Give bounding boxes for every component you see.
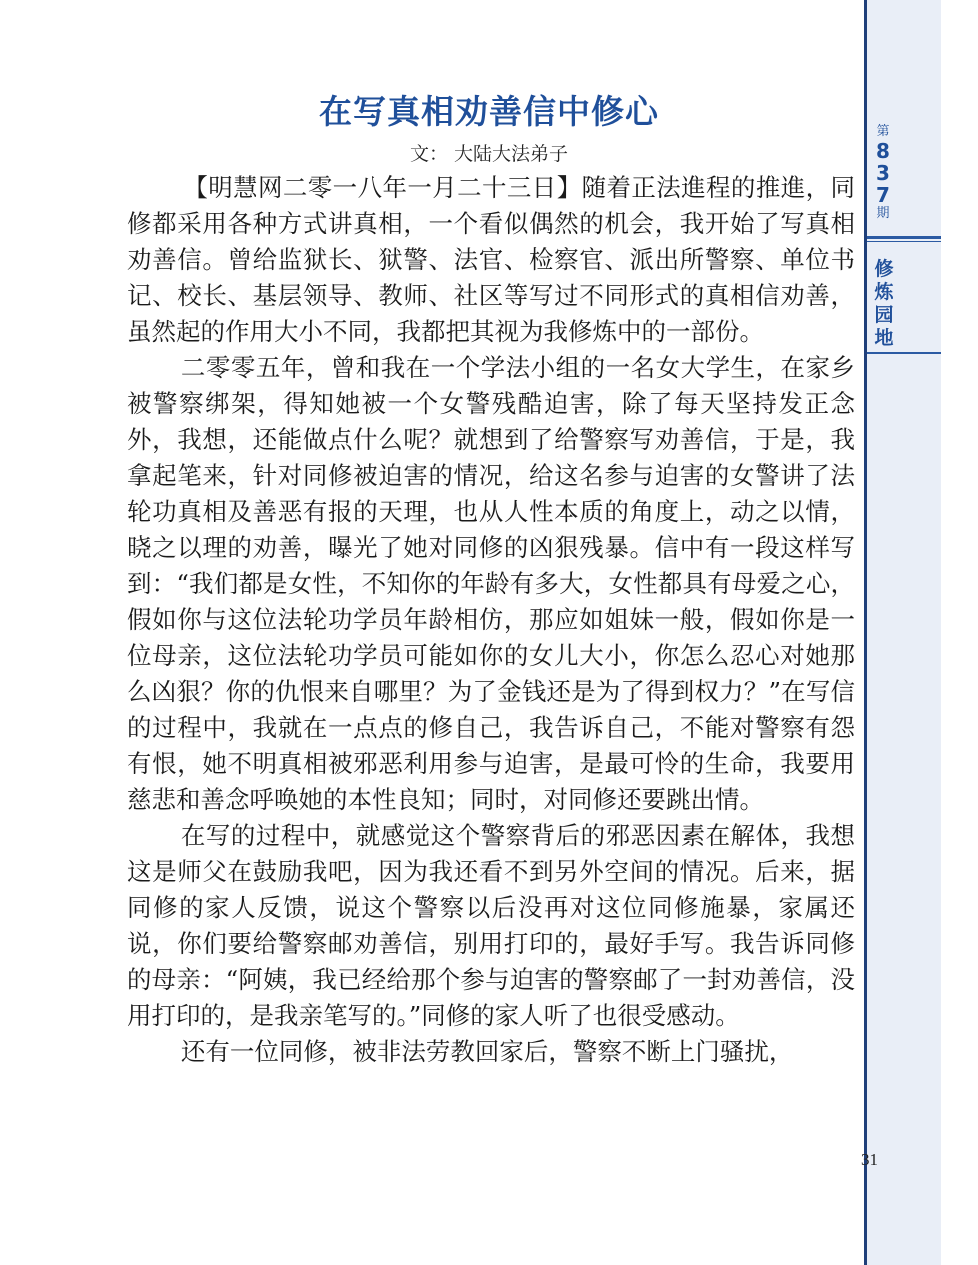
section-label [873,258,895,350]
section-char: 园 [874,304,894,326]
sidebar-divider [867,236,941,239]
issue-digit: 8 [876,139,890,163]
page-number: 31 [861,1150,878,1169]
sidebar-divider-bottom [867,352,941,354]
article-body [127,170,855,1070]
paragraph: 还有一位同修，被非法劳教回家后，警察不断上门骚扰， [180,1037,794,1066]
sidebar-rule [864,0,867,1265]
paragraph: 二零零五年，曾和我在一个学法小组的一名女大学生，在家乡被警察绑架，得知她被一个女警残酷迫害，除了每天坚持发正念外，我想，还能做点什么呢？就想到了给警察写劝善信，于是，我拿起笔来，针对同修被迫害的情况，给这名参与迫害的女警讲了法轮功真相及善恶有报的天理，也从人性本质的角度上，动之以情，晓之以理的劝善，曝光了她对同修的凶狠残暴。信中有一段这样写到：“我们都是女性，不知你的年龄有多大，女性都具有母爱之心，假如你与这位法轮功学员年龄相仿，那应如姐妹一般，假如你是一位母亲，这位法轮功学员可能如你的女儿大小，你怎么忍心对她那么凶狠？你的仇恨来自哪里？为了金钱还是为了得到权力？”在写信的过程中，我就在一点点的修自己，我告诉自己，不能对警察有怨有恨，她不明真相被邪恶利用参与迫害，是最可怜的生命，我要用慈悲和善念呼唤她的本性良知；同时，对同修还要跳出情。 [127,353,855,814]
section-char: 炼 [874,281,894,303]
section-char: 地 [874,327,894,349]
issue-suffix: 期 [876,206,890,221]
article-title: 在写真相劝善信中修心 [319,92,659,131]
section-char: 修 [874,258,894,280]
paragraph: 【明慧网二零一八年一月二十三日】随着正法進程的推進，同修都采用各种方式讲真相，一个看似偶然的机会，我开始了写真相劝善信。曾给监狱长、狱警、法官、检察官、派出所警察、单位书记、校长、基层领导、教师、社区等写过不同形式的真相信劝善，虽然起的作用大小不同，我都把其视为我修炼中的一部份。 [127,173,855,346]
issue-digit: 3 [876,161,890,185]
issue-digit: 7 [876,183,890,207]
issue-prefix: 第 [876,124,890,139]
sidebar-divider-thin [867,241,941,242]
paragraph: 在写的过程中，就感觉这个警察背后的邪恶因素在解体，我想这是师父在鼓励我吧，因为我还看不到另外空间的情况。后来，据同修的家人反馈，说这个警察以后没再对这位同修施暴，家属还说，你们要给警察邮劝善信，别用打印的，最好手写。我告诉同修的母亲：“阿姨，我已经给那个参与迫害的警察邮了一封劝善信，没用打印的，是我亲笔写的。”同修的家人听了也很受感动。 [127,821,855,1030]
article-author: 文： 大陆大法弟子 [409,143,569,165]
